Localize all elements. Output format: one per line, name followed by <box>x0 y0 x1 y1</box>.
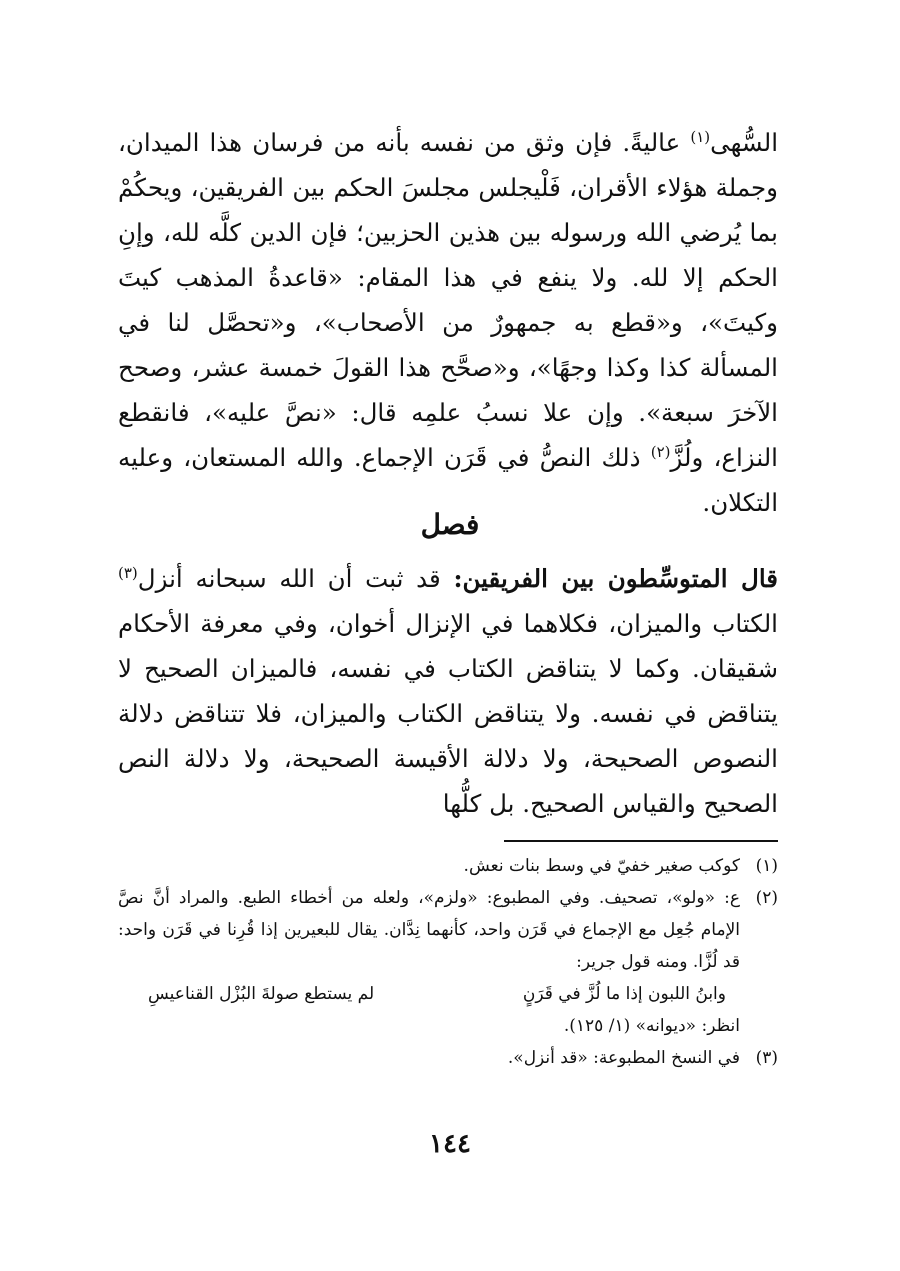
poetry-verse <box>118 978 740 1010</box>
paragraph2-text-end: الكتاب والميزان، فكلاهما في الإنزال أخوان، وفي معرفة الأحكام شقيقان. وكما لا يتناقض الكتاب في نفسه، فالميزان الصحيح لا يتناقض في نفسه. ولا يتناقض الكتاب والميزان، فلا تتناقض دلالة النصوص الصحيحة، ولا دلالة الأقيسة الصحيحة، ولا دلالة النص الصحيح والقياس الصحيح. بل كلُّها <box>118 609 778 818</box>
footnote-3 <box>118 1042 778 1074</box>
footnote-2-number: (٢) <box>755 888 778 908</box>
paragraph2-text-start: قد ثبت أن الله سبحانه أنزل <box>137 564 454 593</box>
footnote-ref-1[interactable]: (١) <box>690 127 711 146</box>
verse-first-hemistich: وابنُ اللبون إذا ما لُزَّ في قَرَنٍ <box>522 984 726 1004</box>
footnote-3-number: (٣) <box>755 1048 778 1068</box>
paragraph1-text-start: السُّهى <box>710 128 778 157</box>
footnote-1 <box>118 850 778 882</box>
main-paragraph-1 <box>118 120 778 525</box>
footnotes-section <box>118 850 778 1074</box>
section-heading: فصل <box>420 508 480 541</box>
footnote-1-text: كوكب صغير خفيّ في وسط بنات نعش. <box>463 856 740 876</box>
footnote-2 <box>118 882 778 1042</box>
paragraph1-text-end: ذلك النصُّ في قَرَن الإجماع. والله المستعان، وعليه التكلان. <box>118 443 778 517</box>
footnote-ref-3[interactable]: (٣) <box>118 563 138 582</box>
footnote-ref-2[interactable]: (٢) <box>650 442 671 461</box>
verse-second-hemistich: لم يستطع صولةَ البُزْل القناعيسِ <box>148 984 375 1004</box>
paragraph2-lead: قال المتوسِّطون بين الفريقين: <box>453 564 778 593</box>
footnote-3-text: في النسخ المطبوعة: «قد أنزل». <box>507 1048 740 1068</box>
main-paragraph-2 <box>118 556 778 826</box>
footnote-separator <box>504 840 778 842</box>
paragraph1-text-middle: عاليةً. فإن وثق من نفسه بأنه من فرسان هذا الميدان، وجملة هؤلاء الأقران، فَلْيجلس مجلسَ الحكم بين الفريقين، ويحكُمْ بما يُرضي الله ورسوله بين هذين الحزبين؛ فإن الدين كلَّه لله، وإنِ الحكم إلا لله. ولا ينفع في هذا المقام: «قاعدةُ المذهب كيتَ وكيتَ»، و«قطع به جمهورٌ من الأصحاب»، و«تحصَّل لنا في المسألة كذا وكذا وجهًا»، و«صحَّح هذا القولَ خمسة عشر، وصحح الآخرَ سبعة». وإن علا نسبُ علمِه قال: «نصَّ عليه»، فانقطع النزاع، ولُزَّ <box>118 128 778 472</box>
page-number: ١٤٤ <box>429 1129 471 1159</box>
footnote-2-text: ع: «ولو»، تصحيف. وفي المطبوع: «ولزم»، ولعله من أخطاء الطبع. والمراد أنَّ نصَّ الإمام جُعِل مع الإجماع في قَرَن واحد، كأنهما نِدَّان. يقال للبعيرين إذا قُرِنا في قَرَن واحد: قد لُزَّا. ومنه قول جرير: <box>118 888 740 972</box>
footnote-1-number: (١) <box>755 856 778 876</box>
footnote-2-reference: انظر: «ديوانه» (١/ ١٢٥). <box>563 1016 740 1036</box>
